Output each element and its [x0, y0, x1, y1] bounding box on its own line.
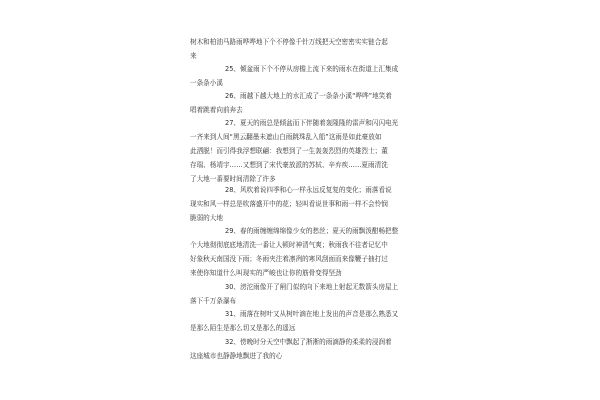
paragraph-line: 31、雨落在树叶又从树叶滴在地上发出的声音是那么熟悉又	[225, 310, 399, 318]
paragraph-line: 这座城市也静静地飘进了我的心	[190, 352, 283, 360]
paragraph-line: 来使你知道什么叫现实的严峻也让你的筋骨变得坚劲	[190, 269, 342, 277]
paragraph-line: 30、滂沱雨像开了闸门似的向下来地上射起无数箭头房屋上	[225, 283, 399, 291]
paragraph-line: 树木和柏油马路雨哗哗地下个不停像千针万线把天空密密实实链合起	[190, 38, 388, 46]
paragraph-line: 个大地彻彻底底地清洗一番让人顿时神清气爽；秋雨我不往者记忆中	[190, 241, 388, 249]
paragraph-line: 25、倾盆雨下个不停从房檐上流下来的雨水在街道上汇集成	[225, 65, 399, 73]
paragraph-line: 一条条小溪	[190, 79, 223, 87]
paragraph-line: 29、春的雨缠缠绵绵像少女的愁丝；夏天的雨飘泼酣畅把整	[225, 227, 399, 235]
paragraph-line: 28、风吹着说四季和心一样永远反复复的变化；雨落看说	[225, 186, 392, 194]
paragraph-line: 27、夏天的雨总是倾盆而下伴随着轰隆隆的雷声和闪闪电光	[225, 119, 399, 127]
paragraph-line: 一齐来到人间“黑云翻墨未遮山白雨跳珠乱入船”这雨是如此豪放如	[190, 133, 382, 141]
paragraph-line: 此洒脱！而引得我浮想联翩：我想到了一生轰轰烈烈的英雄烈士；董	[190, 147, 388, 155]
paragraph-line: 是那么陌生是那么切又是那么的遥远	[190, 324, 296, 332]
paragraph-line: 了大地一番要时间清除了许多	[190, 175, 276, 183]
paragraph-line: 落下千万条瀑布	[190, 297, 237, 305]
paragraph-line: 存瑞、杨靖宇……又想到了宋代豪放派的苏轼、辛弃疾……夏雨清洗	[190, 161, 388, 169]
paragraph-line: 唱着跳着向前奔去	[190, 106, 243, 114]
paragraph-line: 来	[190, 52, 197, 60]
paragraph-line: 脆弱的大地	[190, 214, 223, 222]
paragraph-line: 32、傍晚时分天空中飘起了淅淅的雨滴静的柔柔的浸润着	[225, 338, 392, 346]
paragraph-line: 好象秋天南国没下雨；冬雨夹注着凛冽的寒风刮面而来像鞭子抽打过	[190, 255, 388, 263]
paragraph-line: 26、雨越下越大地上的水汇成了一条条小溪“哗哗”地笑着	[225, 92, 392, 100]
paragraph-line: 现实和风一样总是吹落盛开中的花；轻叫看说世事和雨一样不会怜悯	[190, 200, 388, 208]
